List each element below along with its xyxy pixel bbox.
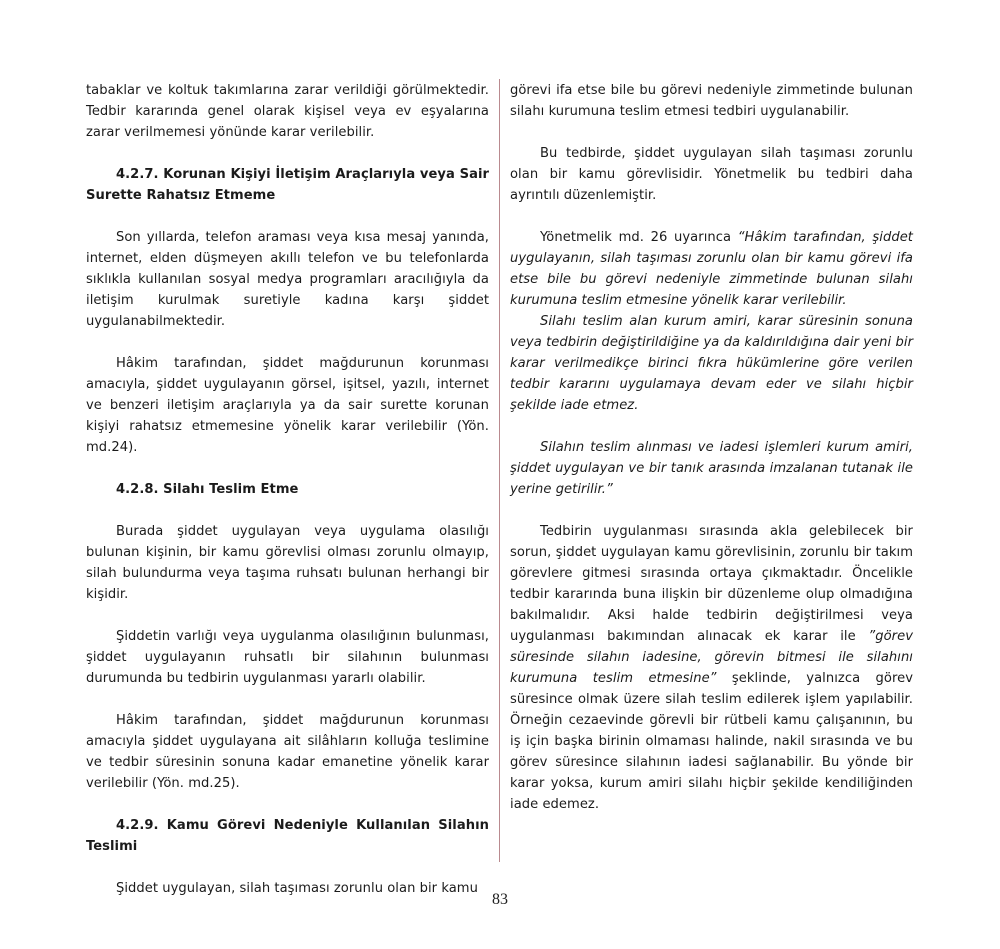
paragraph: görevi ifa etse bile bu görevi nedeniyle zimmetinde bulunan silahı kurumuna teslim etmesi tedbiri uygulanabilir. xyxy=(510,83,913,119)
section-heading-4-2-7: 4.2.7. Korunan Kişiyi İletişim Araçlarıyla veya Sair Surette Rahatsız Etmeme xyxy=(86,167,489,203)
quote-paragraph: Silahın teslim alınması ve iadesi işlemleri kurum amiri, şiddet uygulayan ve bir tanık arasında imzalanan tutanak ile yerine getirilir.” xyxy=(510,440,913,497)
paragraph xyxy=(510,521,913,815)
quote-lead: Yönetmelik md. 26 uyarınca xyxy=(540,230,738,245)
paragraph: Hâkim tarafından, şiddet mağdurunun korunması amacıyla şiddet uygulayana ait silâhların kolluğa teslimine ve tedbir süresinin sonuna kadar emanetine yönelik karar verilebilir (Yön. md.25). xyxy=(86,713,489,791)
section-heading-4-2-9: 4.2.9. Kamu Görevi Nedeniyle Kullanılan Silahın Teslimi xyxy=(86,818,489,854)
paragraph: Son yıllarda, telefon araması veya kısa mesaj yanında, internet, elden düşmeyen akıllı telefon ve bu telefonlarda sıklıkla kullanılan sosyal medya programları aracılığıyla da iletişim kurulmak suretiyle kadına karşı şiddet uygulanabilmektedir. xyxy=(86,230,489,329)
page-number: 83 xyxy=(492,891,508,908)
quote-text: “Hâkim tarafından, şiddet uygulayanın, silah taşıması zorunlu olan bir kamu görevi ifa etse bile bu görevi nedeniyle zimmetinde bulunan silahı kurumuna teslim etmesine yönelik karar verilebilir. xyxy=(510,230,913,308)
paragraph-text: Tedbirin uygulanması sırasında akla gelebilecek bir sorun, şiddet uygulayan kamu görevlisinin, zorunlu bir takım görevlere gitmesi sırasında ortaya çıkmaktadır. Öncelikle tedbir kararında buna ilişkin bir düzenleme olup olmadığına bakılmalıdır. Aksi halde tedbirin değiştirilmesi veya uygulanması bakımından alınacak ek karar ile xyxy=(510,524,913,644)
column-divider xyxy=(499,79,500,862)
inline-quote: ”görev süresinde silahın iadesine, görevin bitmesi ile silahını kurumuna teslim etmesine” xyxy=(510,629,913,686)
paragraph: tabaklar ve koltuk takımlarına zarar verildiği görülmektedir. Tedbir kararında genel olarak kişisel veya ev eşyalarına zarar verilmemesi yönünde karar verilebilir. xyxy=(86,83,489,140)
paragraph: Hâkim tarafından, şiddet mağdurunun korunması amacıyla, şiddet uygulayanın görsel, işitsel, yazılı, internet ve benzeri iletişim araçlarıyla ya da sair surette korunan kişiyi rahatsız etmemesine yönelik karar verilebilir (Yön. md.24). xyxy=(86,356,489,455)
paragraph: Bu tedbirde, şiddet uygulayan silah taşıması zorunlu olan bir kamu görevlisidir. Yönetmelik bu tedbiri daha ayrıntılı düzenlemiştir. xyxy=(510,146,913,203)
quote-paragraph xyxy=(510,227,913,311)
left-column xyxy=(86,80,489,899)
right-column xyxy=(510,80,913,815)
paragraph-text: şeklinde, yalnızca görev süresince olmak üzere silah teslim edilerek işlem yapılabilir. Örneğin cezaevinde görevli bir rütbeli kamu çalışanının, bu iş için başka birinin olmaması halinde, nakil sırasında ve bu görev süresince silahının iadesi sağlanabilir. Bu yönde bir karar yoksa, kurum amiri silahı hiçbir şekilde kendiliğinden iade edemez. xyxy=(510,671,914,812)
paragraph: Şiddetin varlığı veya uygulanma olasılığının bulunması, şiddet uygulayanın ruhsatlı bir silahının bulunması durumunda bu tedbirin uygulanması yararlı olabilir. xyxy=(86,629,489,686)
section-heading-4-2-8: 4.2.8. Silahı Teslim Etme xyxy=(116,482,299,497)
paragraph: Şiddet uygulayan, silah taşıması zorunlu olan bir kamu xyxy=(116,881,478,896)
paragraph: Burada şiddet uygulayan veya uygulama olasılığı bulunan kişinin, bir kamu görevlisi olması zorunlu olmayıp, silah bulundurma veya taşıma ruhsatı bulunan herhangi bir kişidir. xyxy=(86,524,489,602)
quote-paragraph: Silahı teslim alan kurum amiri, karar süresinin sonuna veya tedbirin değiştirildiğine ya da kaldırıldığına dair yeni bir karar verilmedikçe birinci fıkra hükümlerine göre verilen tedbir kararını uygulamaya devam eder ve silahı hiçbir şekilde iade etmez. xyxy=(510,314,913,413)
